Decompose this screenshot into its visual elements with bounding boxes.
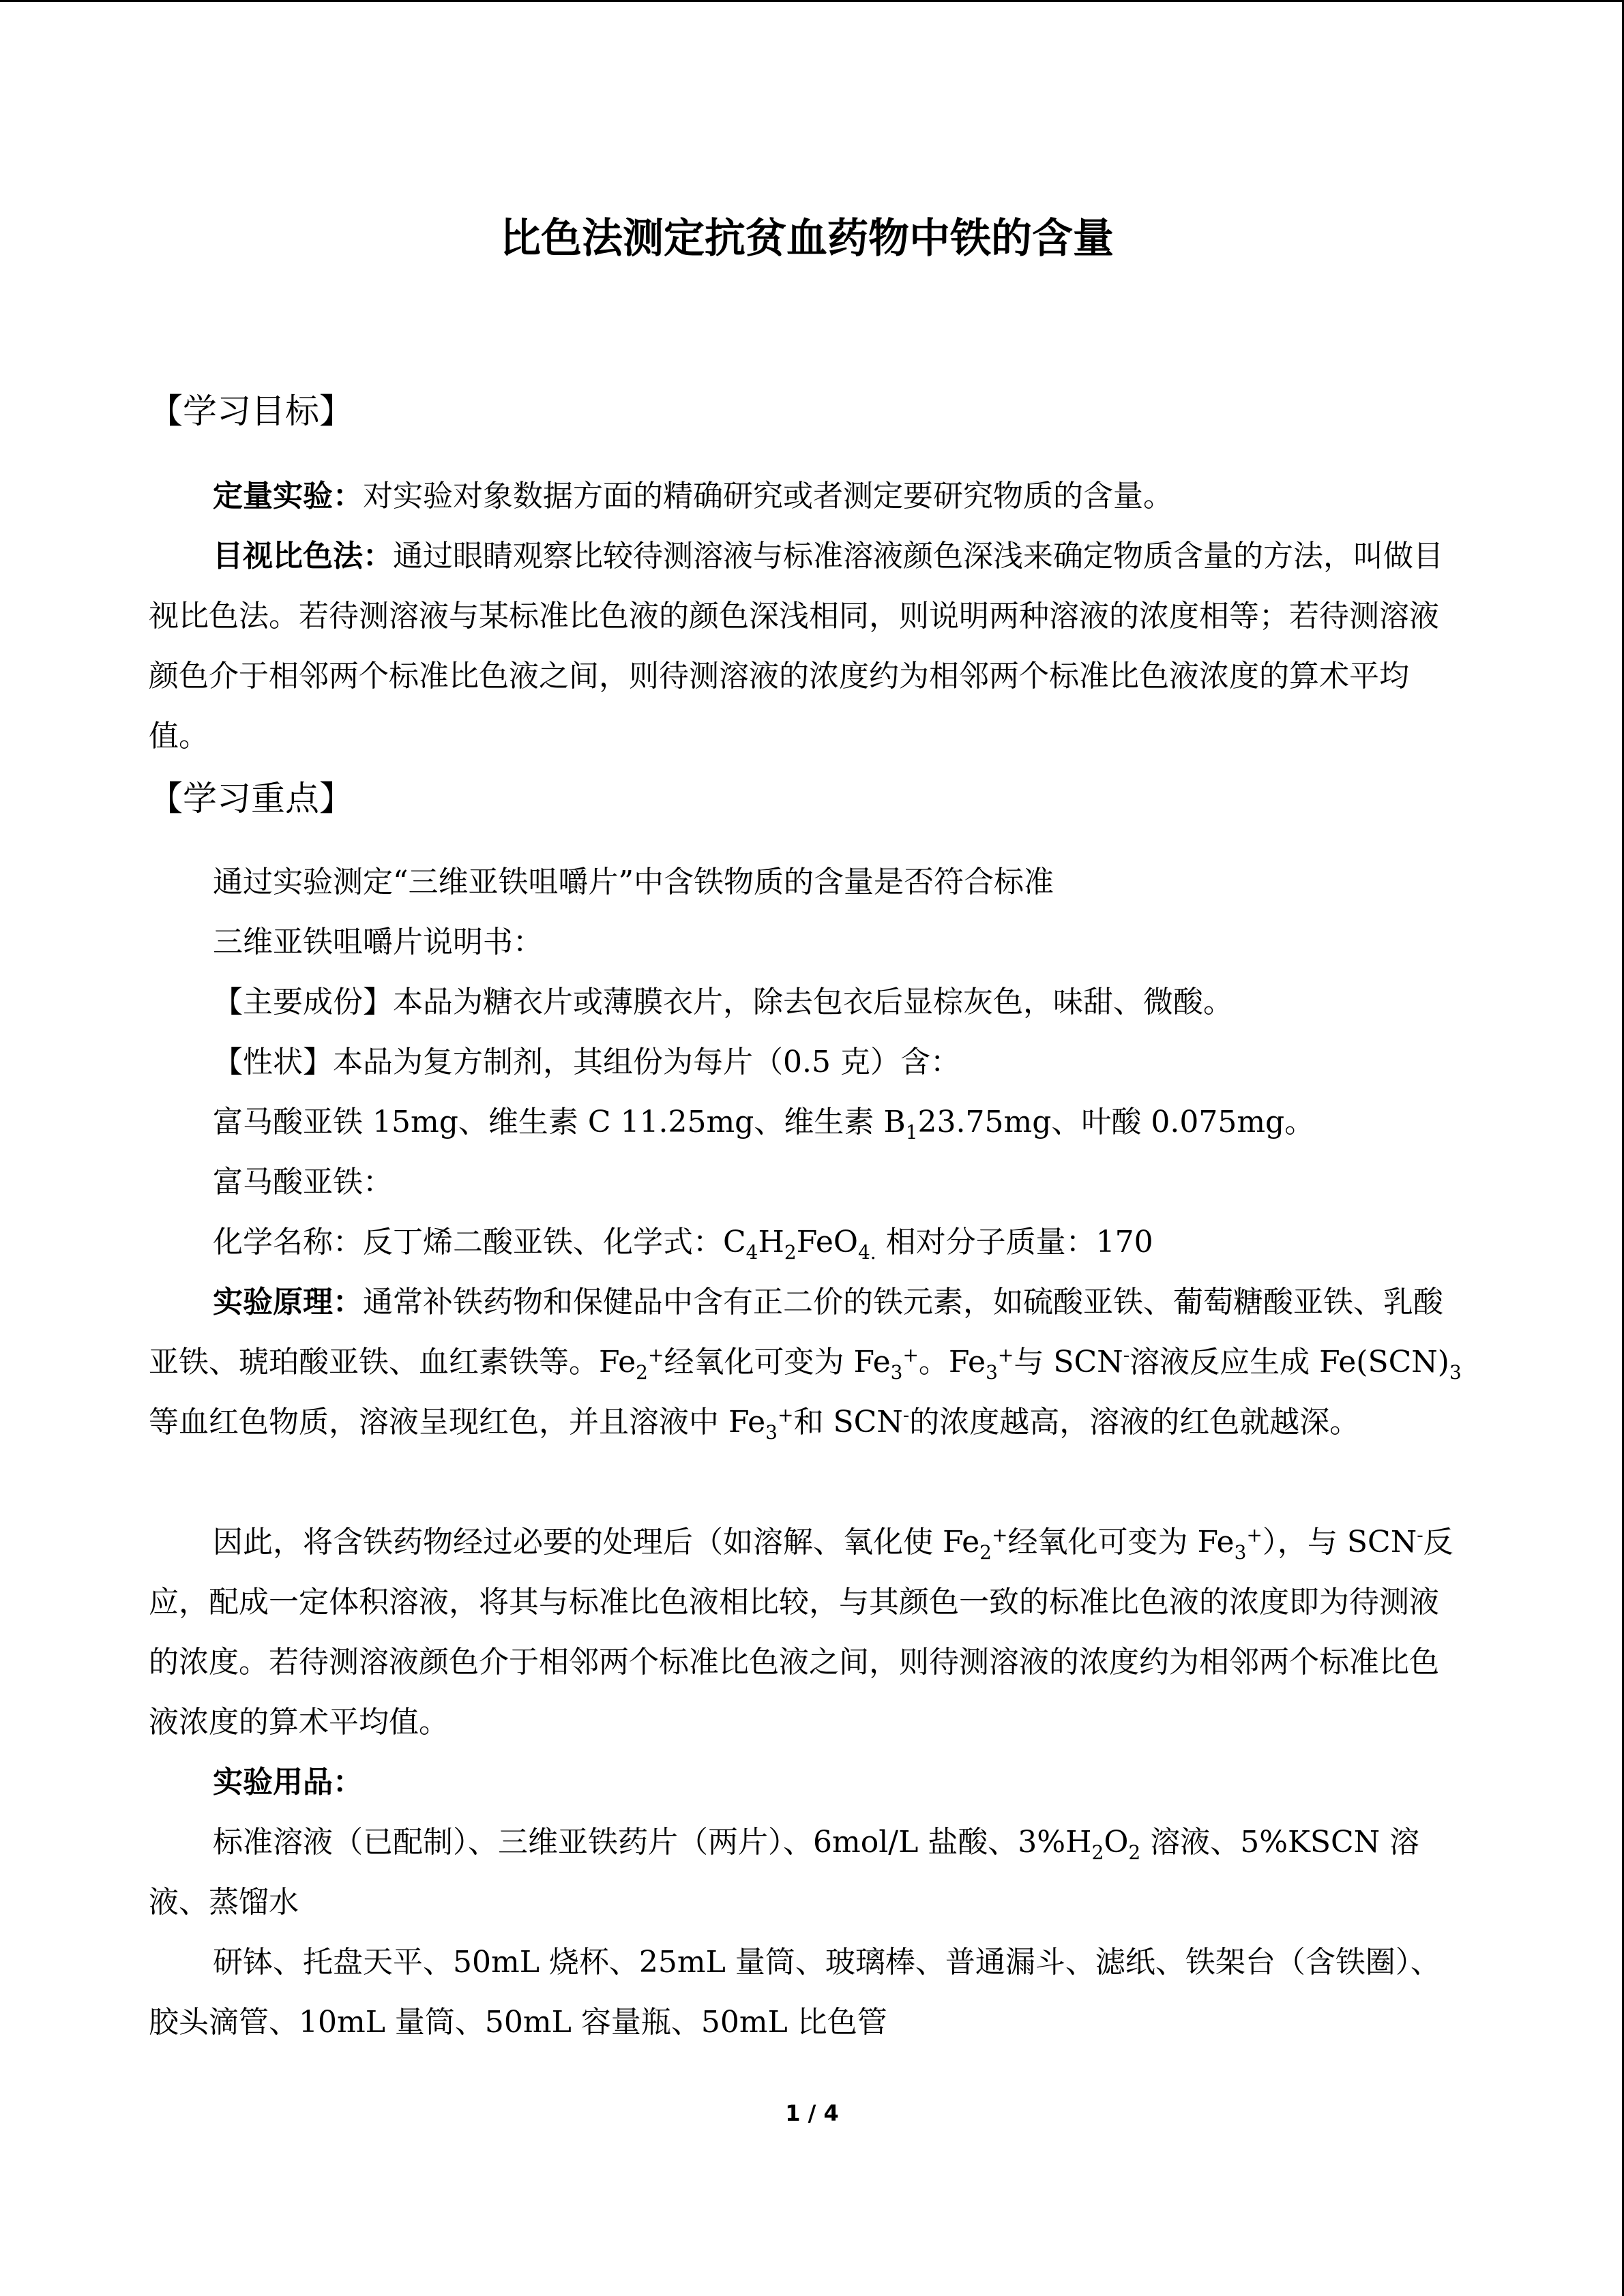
principle-sub-5: 3 [765,1420,778,1444]
paragraph-composition [149,1092,1465,1152]
principle-text-2: 经氧化可变为 Fe [664,1345,891,1380]
principle-text-5: 溶液反应生成 Fe(SCN) [1130,1345,1449,1380]
text-quantitative: 对实验对象数据方面的精确研究或者测定要研究物质的含量。 [363,479,1173,513]
text-composition-a: 富马酸亚铁 15mg、维生素 C 11.25mg、维生素 B [213,1105,906,1139]
reagents-text-3: 溶液、5%KSCN 溶液、蒸馏水 [149,1825,1420,1920]
label-visual-colorimetry: 目视比色法： [213,539,393,573]
page-number: 1 / 4 [785,2100,839,2126]
paragraph-therefore [149,1512,1465,1753]
heading-learning-goals: 【学习目标】 [149,391,353,431]
principle-sub-4: 3 [1449,1360,1462,1384]
principle-text-3: 。Fe [918,1345,986,1380]
therefore-sub-1: 2 [979,1540,992,1564]
principle-text-8: 的浓度越高，溶液的红色就越深。 [909,1405,1360,1440]
therefore-sup-1: + [991,1523,1008,1547]
heading-learning-focus: 【学习重点】 [149,779,353,818]
principle-text-4: 与 SCN [1014,1345,1123,1380]
paragraph-focus-line2: 三维亚铁咀嚼片说明书： [213,925,543,959]
principle-sup-6: - [902,1403,910,1427]
subscript-h2: 2 [784,1240,797,1264]
reagents-text-2: O [1104,1825,1129,1860]
top-border [0,0,1624,2]
reagents-sub-1: 2 [1091,1840,1104,1864]
therefore-text-1: 因此，将含铁药物经过必要的处理后（如溶解、氧化使 Fe [213,1525,980,1560]
therefore-text-3: ），与 SCN [1262,1525,1417,1560]
reagents-text-1: 标准溶液（已配制）、三维亚铁药片（两片）、6mol/L 盐酸、3%H [213,1825,1092,1860]
principle-sup-4: - [1123,1343,1130,1367]
paragraph-quantitative-experiment [149,466,1465,526]
principle-sub-3: 3 [986,1360,998,1384]
text-chem-d: 相对分子质量：170 [876,1225,1153,1259]
subscript-c4: 4 [745,1240,758,1264]
paragraph-reagents [149,1813,1465,1933]
paragraph-focus-line1: 通过实验测定“三维亚铁咀嚼片”中含铁物质的含量是否符合标准 [213,865,1054,899]
text-composition-b: 23.75mg、叶酸 0.075mg。 [917,1105,1315,1139]
label-quantitative: 定量实验： [213,479,363,513]
principle-sup-1: + [648,1343,664,1367]
principle-text-6: 等血红色物质，溶液呈现红色，并且溶液中 Fe [149,1405,766,1440]
label-materials: 实验用品： [213,1765,363,1800]
paragraph-properties: 【性状】本品为复方制剂，其组份为每片（0.5 克）含： [213,1045,960,1079]
principle-sup-5: + [777,1403,794,1427]
text-chem-c: FeO [796,1225,858,1259]
principle-text-7: 和 SCN [793,1405,903,1440]
paragraph-equipment: 研钵、托盘天平、50mL 烧杯、25mL 量筒、玻璃棒、普通漏斗、滤纸、铁架台（含铁圈）、胶头滴管、10mL 量筒、50mL 容量瓶、50mL 比色管 [149,1945,1441,2040]
paragraph-principle [149,1272,1465,1452]
principle-sub-1: 2 [636,1360,648,1384]
principle-sup-3: + [997,1343,1014,1367]
paragraph-visual-colorimetry [149,526,1465,766]
paragraph-ferrous-fumarate: 富马酸亚铁： [213,1165,393,1199]
therefore-text-2: 经氧化可变为 Fe [1007,1525,1235,1560]
page-title: 比色法测定抗贫血药物中铁的含量 [500,215,1114,263]
text-chem-b: H [758,1225,784,1259]
therefore-sup-3: - [1417,1523,1423,1547]
principle-text-1: 通常补铁药物和保健品中含有正二价的铁元素，如硫酸亚铁、葡萄糖酸亚铁、乳酸亚铁、琥珀酸亚铁、血红素铁等。Fe [149,1285,1443,1380]
text-chem-a: 化学名称：反丁烯二酸亚铁、化学式：C [213,1225,746,1259]
paragraph-main-ingredients: 【主要成份】本品为糖衣片或薄膜衣片，除去包衣后显棕灰色，味甜、微酸。 [213,985,1233,1019]
paragraph-materials-label [149,1753,1465,1813]
text-visual-colorimetry: 通过眼睛观察比较待测溶液与标准溶液颜色深浅来确定物质含量的方法，叫做目视比色法。若待测溶液与某标准比色液的颜色深浅相同，则说明两种溶液的浓度相等；若待测溶液颜色介于相邻两个标准比色液之间，则待测溶液的浓度约为相邻两个标准比色液浓度的算术平均值。 [149,539,1443,754]
reagents-sub-2: 2 [1128,1840,1141,1864]
therefore-sup-2: + [1246,1523,1263,1547]
label-principle: 实验原理： [213,1285,363,1320]
principle-sup-2: + [902,1343,919,1367]
paragraph-chemical-name [149,1212,1465,1272]
therefore-sub-2: 3 [1234,1540,1247,1564]
principle-sub-2: 3 [890,1360,903,1384]
subscript-o4: 4. [857,1240,876,1264]
subscript-b1: 1 [905,1120,918,1144]
therefore-text-4: 反应，配成一定体积溶液，将其与标准比色液相比较，与其颜色一致的标准比色液的浓度即为待测液的浓度。若待测溶液颜色介于相邻两个标准比色液之间，则待测溶液的浓度约为相邻两个标准比色液浓度的算术平均值。 [149,1525,1453,1740]
